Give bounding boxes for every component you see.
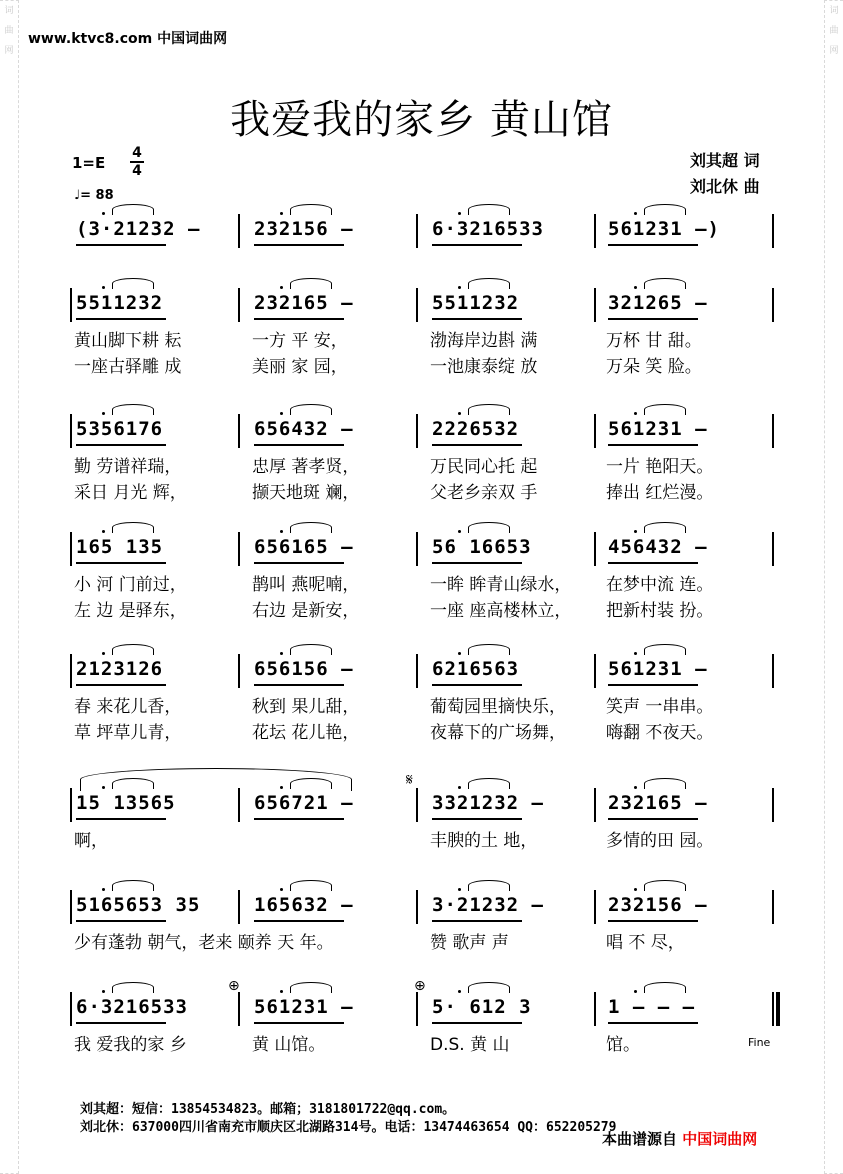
bar-line — [416, 414, 418, 448]
beam-line — [76, 562, 166, 564]
beam-line — [608, 244, 698, 246]
slur-arc — [290, 204, 332, 215]
bar-line — [416, 654, 418, 688]
lyric-line-1: 小 河 门前过， — [74, 575, 187, 595]
measure-notes: 321265 – — [608, 292, 708, 314]
slur-arc — [468, 778, 510, 789]
slur-arc — [468, 278, 510, 289]
lyric-line-2: 万朵 笑 脸。 — [606, 357, 702, 377]
segno-sign: 𝄋 — [406, 770, 413, 789]
bar-line — [772, 788, 774, 822]
measure-notes: 5· 612 3 — [432, 996, 532, 1018]
bar-line — [594, 654, 596, 688]
lyric-line-1: 丰腴的土 地， — [430, 831, 538, 851]
measure-notes: 6216563 — [432, 658, 520, 680]
measure-notes: 5165653 35 — [76, 894, 201, 916]
measure-notes: 232165 – — [608, 792, 708, 814]
lyric-line-2: 草 坪草儿青， — [74, 723, 182, 743]
lyric-line-1: 少有蓬勃 朝气，老来 颐养 天 年。 — [74, 933, 334, 953]
lyric-line-1: 葡萄园里摘快乐， — [430, 697, 566, 717]
bar-line — [772, 414, 774, 448]
lyric-line-1: 一片 艳阳天。 — [606, 457, 714, 477]
measure-notes: 232156 – — [254, 218, 354, 240]
octave-dot — [634, 786, 637, 789]
beam-line — [432, 818, 522, 820]
phrase-slur — [80, 768, 352, 791]
measure-notes: 232156 – — [608, 894, 708, 916]
bar-line — [416, 992, 418, 1026]
bar-line — [416, 214, 418, 248]
beam-line — [76, 684, 166, 686]
lyricist-credit: 刘其超 词 — [690, 151, 760, 170]
bar-line — [238, 532, 240, 566]
lyric-line-2: 左 边 是驿东， — [74, 601, 187, 621]
octave-dot — [634, 212, 637, 215]
lyric-line-1: 赞 歌声 声 — [430, 933, 509, 953]
lyric-line-1: 秋到 果儿甜， — [252, 697, 360, 717]
slur-arc — [112, 982, 154, 993]
beam-line — [254, 684, 344, 686]
octave-dot — [280, 990, 283, 993]
lyric-line-1: 多情的田 园。 — [606, 831, 714, 851]
right-watermark-strip — [824, 0, 843, 1174]
beam-line — [254, 244, 344, 246]
beam-line — [76, 318, 166, 320]
bar-line — [416, 890, 418, 924]
bar-line — [70, 414, 72, 448]
bar-line — [416, 288, 418, 322]
lyric-line-2: 嗨翻 不夜天。 — [606, 723, 714, 743]
octave-dot — [280, 286, 283, 289]
slur-arc — [290, 644, 332, 655]
slur-arc — [468, 644, 510, 655]
measure-notes: 165 135 — [76, 536, 164, 558]
bar-line — [772, 654, 774, 688]
octave-dot — [102, 888, 105, 891]
lyric-line-1: 渤海岸边斟 满 — [430, 331, 538, 351]
slur-arc — [290, 522, 332, 533]
bar-line — [238, 214, 240, 248]
right-watermark-text: 词 曲 网 — [829, 6, 839, 56]
slur-arc — [644, 644, 686, 655]
beam-line — [432, 444, 522, 446]
bar-line — [594, 288, 596, 322]
bar-line — [772, 288, 774, 322]
slur-arc — [644, 404, 686, 415]
bar-line — [70, 288, 72, 322]
bar-line — [594, 214, 596, 248]
bar-line — [416, 532, 418, 566]
octave-dot — [634, 412, 637, 415]
beam-line — [254, 1022, 344, 1024]
slur-arc — [112, 522, 154, 533]
tempo-marking: ♩= 88 — [74, 188, 114, 203]
octave-dot — [634, 888, 637, 891]
measure-notes: 56 16653 — [432, 536, 532, 558]
octave-dot — [102, 412, 105, 415]
lyric-line-2: 撷天地斑 斓， — [252, 483, 360, 503]
lyric-line-1: 万杯 甘 甜。 — [606, 331, 702, 351]
octave-dot — [458, 990, 461, 993]
slur-arc — [290, 404, 332, 415]
source-link[interactable]: 中国词曲网 — [682, 1130, 758, 1148]
beam-line — [608, 920, 698, 922]
beam-line — [254, 444, 344, 446]
lyric-line-1: 我 爱我的家 乡 — [74, 1035, 187, 1055]
beam-line — [254, 920, 344, 922]
beam-line — [76, 444, 166, 446]
contact-line-1: 刘其超：短信：13854534823。邮箱；3181801722@qq.com。 — [80, 1102, 456, 1117]
beam-line — [608, 562, 698, 564]
slur-arc — [468, 982, 510, 993]
lyric-line-2: 把新村装 扮。 — [606, 601, 714, 621]
slur-arc — [644, 522, 686, 533]
slur-arc — [112, 880, 154, 891]
slur-arc — [468, 880, 510, 891]
source-note — [602, 1128, 757, 1149]
bar-line — [70, 788, 72, 822]
measure-notes: 656721 – — [254, 792, 354, 814]
measure-notes: 6·3216533 — [432, 218, 544, 240]
measure-notes: 456432 – — [608, 536, 708, 558]
measure-notes: 3·21232 – — [432, 894, 544, 916]
slur-arc — [112, 644, 154, 655]
slur-arc — [290, 982, 332, 993]
measure-notes: 5511232 — [76, 292, 164, 314]
bar-line — [416, 788, 418, 822]
bar-line — [238, 890, 240, 924]
lyric-line-1: 勤 劳谱祥瑞， — [74, 457, 182, 477]
octave-dot — [634, 652, 637, 655]
beam-line — [608, 818, 698, 820]
measure-notes: 5511232 — [432, 292, 520, 314]
slur-arc — [644, 982, 686, 993]
bar-line — [772, 214, 774, 248]
slur-arc — [644, 278, 686, 289]
lyric-line-1: 黄 山馆。 — [252, 1035, 326, 1055]
bar-line — [594, 992, 596, 1026]
lyric-line-1: D.S. 黄 山 — [430, 1035, 510, 1055]
beam-line — [254, 318, 344, 320]
beam-line — [432, 244, 522, 246]
beam-line — [254, 562, 344, 564]
slur-arc — [290, 278, 332, 289]
bar-line — [238, 288, 240, 322]
octave-dot — [458, 212, 461, 215]
coda-sign: ⊕ — [228, 978, 240, 994]
bar-line — [238, 788, 240, 822]
beam-line — [432, 562, 522, 564]
bar-line — [238, 992, 240, 1026]
coda-sign: ⊕ — [414, 978, 426, 994]
lyric-line-2: 一座古驿雕 成 — [74, 357, 182, 377]
octave-dot — [634, 530, 637, 533]
measure-notes: 656432 – — [254, 418, 354, 440]
slur-arc — [468, 204, 510, 215]
octave-dot — [458, 286, 461, 289]
lyric-line-2: 父老乡亲双 手 — [430, 483, 538, 503]
bar-line — [772, 890, 774, 924]
measure-notes: 561231 – — [608, 418, 708, 440]
bar-line — [70, 532, 72, 566]
left-watermark-strip — [0, 0, 19, 1174]
slur-arc — [644, 880, 686, 891]
slur-arc — [644, 204, 686, 215]
lyric-line-2: 右边 是新安， — [252, 601, 360, 621]
beam-line — [432, 684, 522, 686]
bar-line — [594, 788, 596, 822]
left-watermark-text: 词 曲 网 — [4, 6, 14, 56]
lyric-line-1: 馆。 — [606, 1035, 640, 1055]
octave-dot — [458, 786, 461, 789]
lyric-line-1: 万民同心托 起 — [430, 457, 538, 477]
beam-line — [76, 244, 166, 246]
octave-dot — [280, 652, 283, 655]
slur-arc — [290, 880, 332, 891]
beam-line — [432, 318, 522, 320]
beam-line — [254, 818, 344, 820]
time-signature — [130, 146, 144, 178]
measure-notes: (3·21232 – — [76, 218, 201, 240]
composer-credit: 刘北休 曲 — [690, 177, 760, 196]
lyric-line-1: 忠厚 著孝贤， — [252, 457, 360, 477]
measure-notes: 561231 –) — [608, 218, 720, 240]
beam-line — [76, 920, 166, 922]
octave-dot — [458, 412, 461, 415]
lyric-line-1: 笑声 一串串。 — [606, 697, 714, 717]
measure-notes: 2123126 — [76, 658, 164, 680]
measure-notes: 1 – – – — [608, 996, 696, 1018]
octave-dot — [280, 888, 283, 891]
beam-line — [608, 318, 698, 320]
bar-line — [594, 890, 596, 924]
time-signature-bottom: 4 — [132, 163, 142, 179]
lyric-line-1: 鹊叫 燕呢喃， — [252, 575, 360, 595]
bar-line — [238, 654, 240, 688]
lyric-line-1: 黄山脚下耕 耘 — [74, 331, 182, 351]
measure-notes: 15 13565 — [76, 792, 176, 814]
octave-dot — [102, 990, 105, 993]
lyric-line-1: 春 来花儿香， — [74, 697, 182, 717]
octave-dot — [634, 990, 637, 993]
octave-dot — [102, 286, 105, 289]
lyric-line-2: 夜幕下的广场舞， — [430, 723, 566, 743]
measure-notes: 656156 – — [254, 658, 354, 680]
octave-dot — [458, 888, 461, 891]
beam-line — [608, 444, 698, 446]
measure-notes: 2226532 — [432, 418, 520, 440]
measure-notes: 561231 – — [254, 996, 354, 1018]
beam-line — [608, 684, 698, 686]
octave-dot — [102, 652, 105, 655]
site-header[interactable]: www.ktvc8.com 中国词曲网 — [28, 31, 228, 47]
lyric-line-1: 啊， — [74, 831, 108, 851]
lyric-line-2: 采日 月光 辉， — [74, 483, 187, 503]
key-signature: 1=E — [72, 154, 106, 172]
lyric-line-2: 捧出 红烂漫。 — [606, 483, 714, 503]
time-signature-top: 4 — [132, 145, 142, 161]
lyric-line-1: 在梦中流 连。 — [606, 575, 714, 595]
lyric-line-1: 唱 不 尽， — [606, 933, 685, 953]
lyric-line-2: 花坛 花儿艳， — [252, 723, 360, 743]
lyric-line-2: 一池康泰绽 放 — [430, 357, 538, 377]
lyric-line-2: 一座 座高楼林立， — [430, 601, 572, 621]
bar-line — [772, 992, 774, 1026]
bar-line — [70, 992, 72, 1026]
octave-dot — [280, 530, 283, 533]
octave-dot — [102, 530, 105, 533]
beam-line — [76, 1022, 166, 1024]
fine-label: Fine — [748, 1036, 771, 1049]
beam-line — [76, 818, 166, 820]
final-bar — [776, 992, 780, 1026]
measure-notes: 6·3216533 — [76, 996, 188, 1018]
beam-line — [432, 920, 522, 922]
slur-arc — [112, 404, 154, 415]
measure-notes: 165632 – — [254, 894, 354, 916]
octave-dot — [280, 412, 283, 415]
bar-line — [594, 532, 596, 566]
bar-line — [70, 654, 72, 688]
slur-arc — [644, 778, 686, 789]
lyric-line-1: 一眸 眸青山绿水， — [430, 575, 572, 595]
lyric-line-1: 一方 平 安， — [252, 331, 348, 351]
octave-dot — [634, 286, 637, 289]
measure-notes: 561231 – — [608, 658, 708, 680]
beam-line — [608, 1022, 698, 1024]
song-title: 我爱我的家乡 黄山馆 — [230, 97, 613, 143]
slur-arc — [112, 204, 154, 215]
lyric-line-2: 美丽 家 园， — [252, 357, 348, 377]
bar-line — [70, 890, 72, 924]
slur-arc — [112, 278, 154, 289]
octave-dot — [280, 212, 283, 215]
source-prefix: 本曲谱源自 — [602, 1130, 678, 1148]
octave-dot — [102, 212, 105, 215]
measure-notes: 5356176 — [76, 418, 164, 440]
octave-dot — [458, 530, 461, 533]
bar-line — [772, 532, 774, 566]
beam-line — [432, 1022, 522, 1024]
bar-line — [238, 414, 240, 448]
slur-arc — [468, 522, 510, 533]
measure-notes: 656165 – — [254, 536, 354, 558]
slur-arc — [468, 404, 510, 415]
measure-notes: 3321232 – — [432, 792, 544, 814]
bar-line — [594, 414, 596, 448]
octave-dot — [458, 652, 461, 655]
measure-notes: 232165 – — [254, 292, 354, 314]
contact-line-2: 刘北休：637000四川省南充市顺庆区北湖路314号。电话：13474463654 QQ：652205279 — [80, 1120, 617, 1135]
